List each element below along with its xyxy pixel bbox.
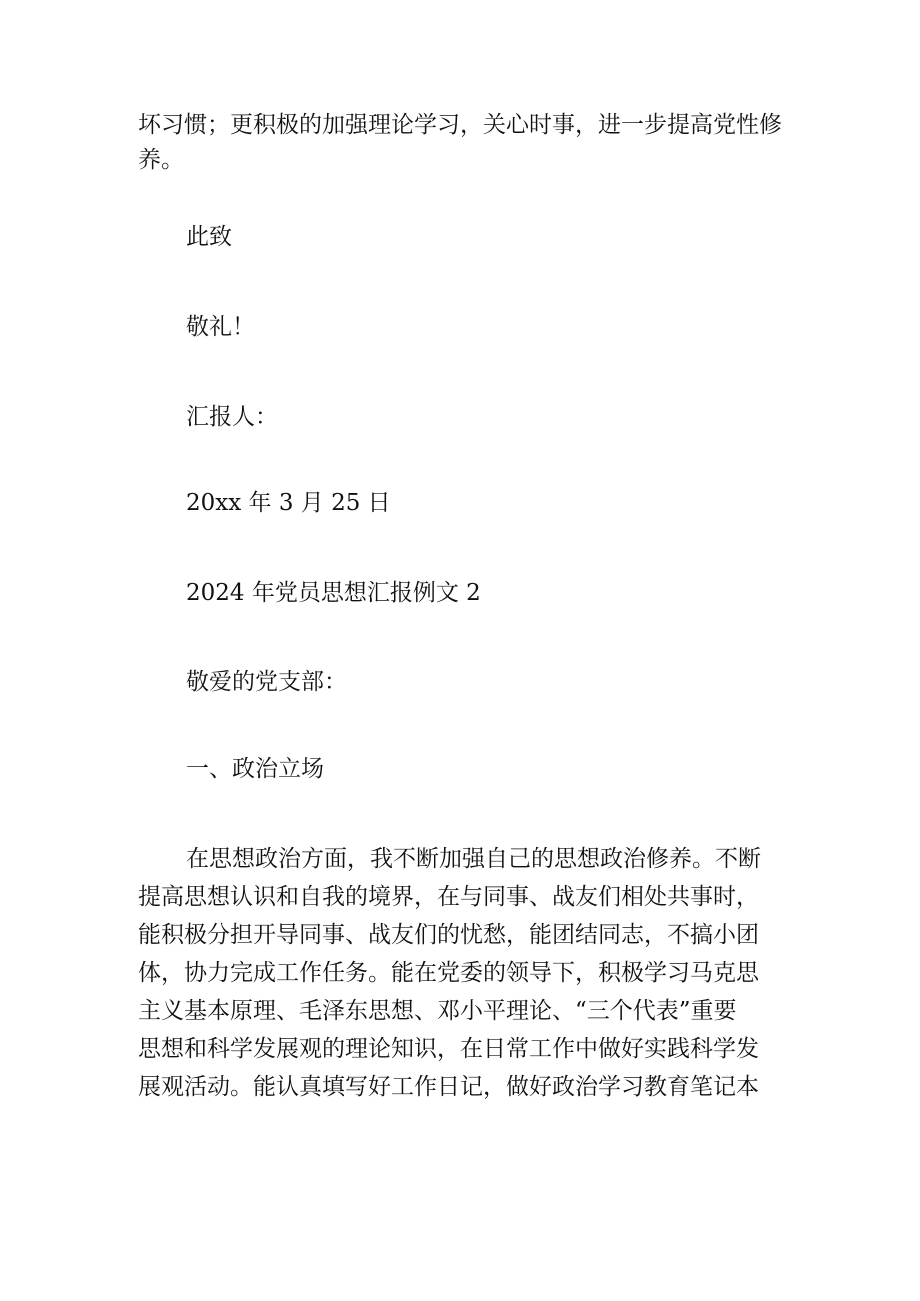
text-line: 能积极分担开导同事、战友们的忧愁，能团结同志，不搞小团 (138, 922, 759, 948)
text-line: 思想和科学发展观的理论知识，在日常工作中做好实践科学发 (138, 1036, 759, 1062)
text-line: 提高思想认识和自我的境界，在与同事、战友们相处共事时， (138, 884, 759, 910)
text-line: 养。 (138, 147, 184, 173)
opening-paragraph (138, 108, 782, 178)
section-heading: 一、政治立场 (186, 756, 324, 782)
text-line: 展观活动。能认真填写好工作日记，做好政治学习教育笔记本 (138, 1074, 759, 1100)
text-line: 体，协力完成工作任务。能在党委的领导下，积极学习马克思 (138, 960, 759, 986)
recipient-greeting: 敬爱的党支部： (186, 669, 347, 695)
text-line: 在思想政治方面，我不断加强自己的思想政治修养。不断 (186, 846, 761, 872)
reporter-label: 汇报人： (186, 404, 278, 430)
document-title: 2024 年党员思想汇报例文 2 (186, 580, 481, 606)
closing-phrase: 此致 (186, 224, 232, 250)
text-line: 主义基本原理、毛泽东思想、邓小平理论、“三个代表”重要 (138, 998, 737, 1024)
text-line: 坏习惯；更积极的加强理论学习，关心时事，进一步提高党性修 (138, 112, 782, 138)
report-date: 20xx 年 3 月 25 日 (186, 490, 391, 516)
salutation: 敬礼！ (186, 314, 255, 340)
body-paragraph (138, 840, 778, 1106)
